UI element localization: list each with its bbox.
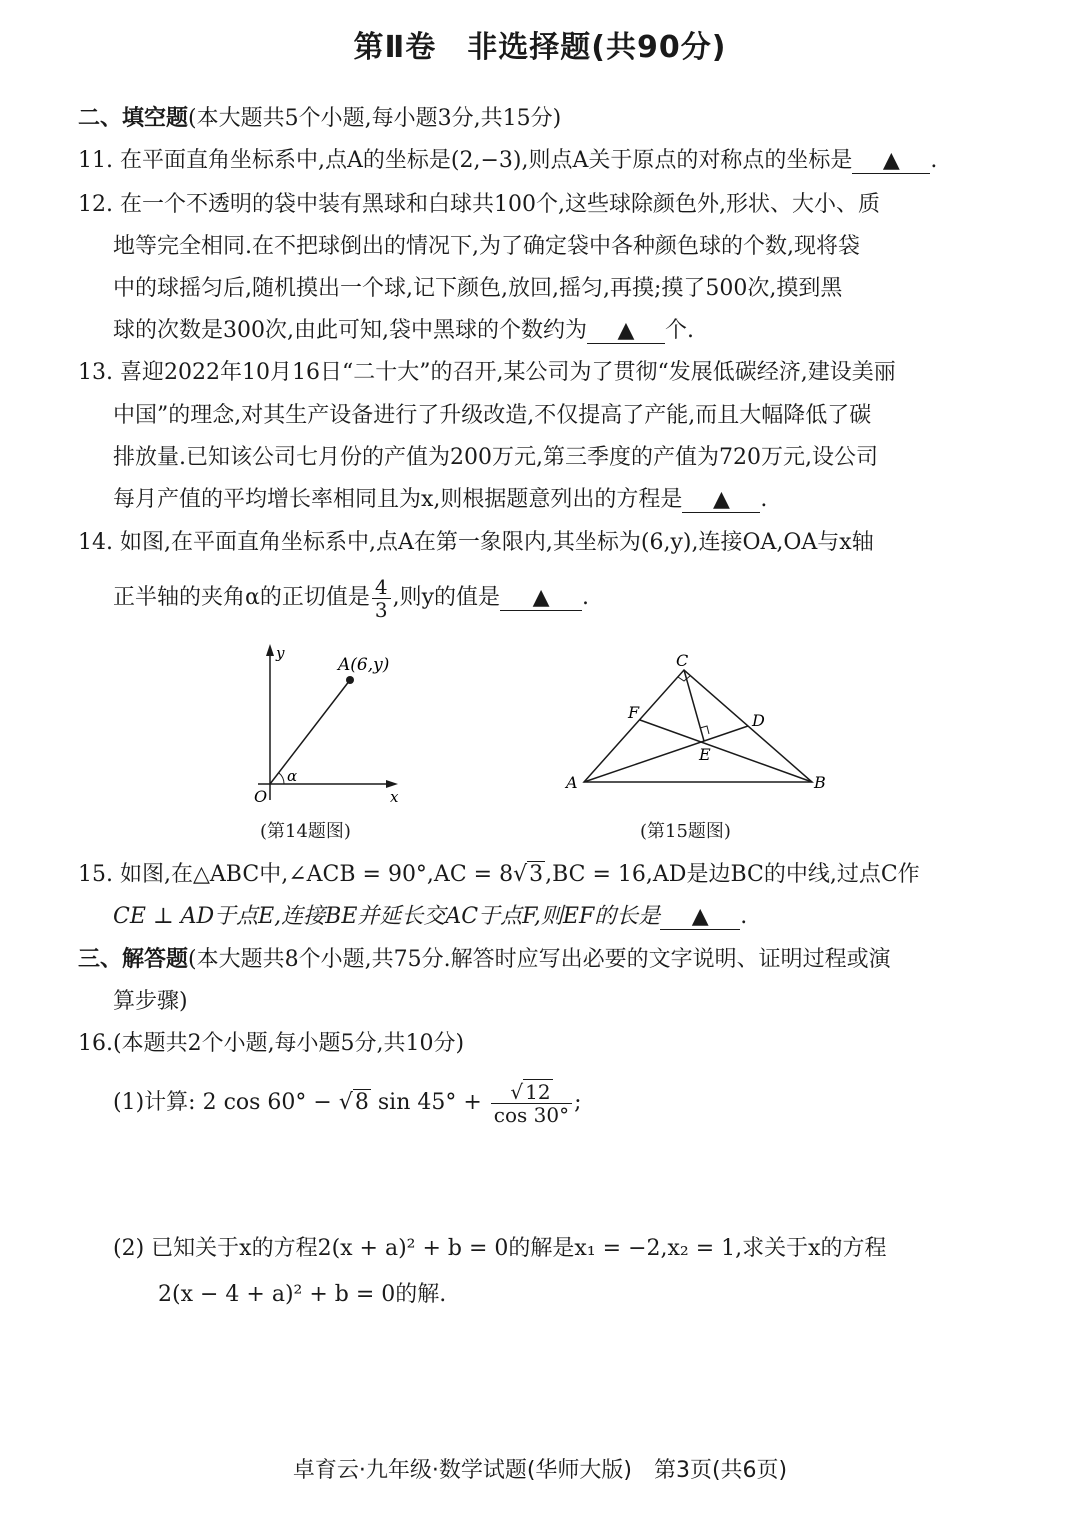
- radicand: 8: [354, 1090, 369, 1115]
- triangle-abc: [584, 670, 812, 782]
- fraction-numerator: 4: [372, 576, 391, 599]
- answer-blank: ▲: [587, 319, 665, 344]
- answer-blank: ▲: [852, 149, 930, 174]
- question-number: 13.: [78, 360, 113, 385]
- punct: .: [930, 148, 938, 173]
- section-3-desc-line-2: 算步骤): [113, 989, 188, 1014]
- question-15: [78, 860, 920, 890]
- question-13-line-4: [113, 485, 767, 515]
- section-3-label: 三、解答题: [78, 947, 189, 972]
- question-14-line-2: [113, 570, 589, 626]
- punct: ;: [574, 1090, 582, 1115]
- section-3-desc: (本大题共8个小题,共75分.解答时应写出必要的文字说明、证明过程或演: [188, 947, 891, 972]
- point-a: [346, 676, 354, 684]
- question-text-line: 在一个不透明的袋中装有黑球和白球共100个,这些球除颜色外,形状、大小、质: [120, 192, 880, 217]
- question-13: [78, 358, 896, 388]
- question-number: 12.: [78, 192, 113, 217]
- question-text-line: 正半轴的夹角α的正切值是: [113, 585, 370, 610]
- fraction-sqrt12-cos30: [491, 1081, 572, 1126]
- part-label: (1)计算:: [113, 1090, 196, 1115]
- question-number: 14.: [78, 530, 113, 555]
- question-11: [78, 146, 937, 176]
- section-2-desc: (本大题共5个小题,每小题3分,共15分): [188, 106, 562, 131]
- label-a: A: [566, 773, 578, 792]
- question-number: 11.: [78, 148, 113, 173]
- label-a: A(6,y): [338, 655, 390, 675]
- question-16-part-1: [113, 1074, 582, 1132]
- punct: .: [760, 487, 768, 512]
- segment-bf: [640, 720, 812, 782]
- question-text-line: 喜迎2022年10月16日“二十大”的召开,某公司为了贯彻“发展低碳经济,建设美丽: [120, 360, 896, 385]
- question-16-heading: 16.(本题共2个小题,每小题5分,共10分): [78, 1031, 465, 1056]
- segment-oa: [270, 680, 350, 784]
- question-16-part-2-line-2: 2(x − 4 + a)² + b = 0的解.: [158, 1282, 447, 1307]
- question-15-line-2: [113, 902, 747, 932]
- question-text-line: CE ⊥ AD于点E,连接BE并延长交AC于点F,则EF的长是: [113, 904, 661, 929]
- fraction-4-3: [372, 576, 391, 621]
- punct: .: [740, 904, 748, 929]
- question-12-line-3: 中的球摇匀后,随机摸出一个球,记下颜色,放回,摇匀,再摸;摸了500次,摸到黑: [113, 276, 843, 301]
- question-12-line-2: 地等完全相同.在不把球倒出的情况下,为了确定袋中各种颜色球的个数,现将袋: [113, 234, 860, 259]
- label-alpha: α: [287, 767, 298, 785]
- y-axis-arrow: [266, 644, 274, 656]
- expr-b: sin 45° +: [377, 1090, 482, 1115]
- answer-blank: ▲: [660, 905, 740, 930]
- label-c: C: [676, 651, 689, 670]
- question-16-part-2: [113, 1234, 887, 1264]
- question-text: 在平面直角坐标系中,点A的坐标是(2,−3),则点A关于原点的对称点的坐标是: [120, 148, 853, 173]
- label-e: E: [699, 745, 711, 764]
- question-text-line: 如图,在△ABC中,∠ACB = 90°,AC = 8: [120, 862, 514, 887]
- label-d: D: [752, 711, 765, 730]
- question-13-line-2: 中国”的理念,对其生产设备进行了升级改造,不仅提高了产能,而且大幅降低了碳: [113, 403, 872, 428]
- figure-14-caption: (第14题图): [260, 821, 351, 842]
- page-title: 第Ⅱ卷 非选择题(共90分): [353, 30, 727, 65]
- sqrt-8: √8: [338, 1090, 369, 1115]
- section-2-label: 二、填空题: [78, 106, 189, 131]
- answer-blank: ▲: [682, 488, 760, 513]
- fraction-denominator: cos 30°: [493, 1102, 570, 1127]
- segment-ce: [684, 670, 704, 741]
- question-14: [78, 528, 874, 558]
- label-x: x: [390, 788, 399, 806]
- label-y: y: [276, 644, 285, 662]
- figure-14: [240, 640, 420, 815]
- section-3-heading: [78, 945, 891, 975]
- question-12: [78, 190, 880, 220]
- figure-15: [560, 648, 840, 798]
- question-text-line: 球的次数是300次,由此可知,袋中黑球的个数约为: [113, 318, 587, 343]
- label-f: F: [628, 703, 640, 722]
- question-text-line: 已知关于x的方程2(x + a)² + b = 0的解是x₁ = −2,x₂ = 1,求关于x的方程: [151, 1236, 887, 1261]
- figure-15-caption: (第15题图): [640, 821, 731, 842]
- fraction-denominator: 3: [374, 597, 388, 622]
- x-axis-arrow: [386, 780, 398, 788]
- question-text-line: 每月产值的平均增长率相同且为x,则根据题意列出的方程是: [113, 487, 683, 512]
- radicand: 12: [525, 1079, 551, 1104]
- answer-blank: ▲: [500, 586, 582, 611]
- section-2-heading: [78, 104, 561, 134]
- label-b: B: [814, 773, 826, 792]
- question-text-line: ,则y的值是: [392, 585, 501, 610]
- page-footer: 卓育云·九年级·数学试题(华师大版) 第3页(共6页): [292, 1458, 788, 1483]
- right-angle-c: [678, 676, 690, 681]
- punct: 个.: [664, 318, 694, 343]
- part-label: (2): [113, 1236, 145, 1261]
- question-13-line-3: 排放量.已知该公司七月份的产值为200万元,第三季度的产值为720万元,设公司: [113, 445, 878, 470]
- question-text-line: 如图,在平面直角坐标系中,点A在第一象限内,其坐标为(6,y),连接OA,OA与x轴: [120, 530, 874, 555]
- question-12-line-4: [113, 316, 694, 346]
- punct: .: [582, 585, 590, 610]
- expr-a: 2 cos 60° −: [202, 1090, 332, 1115]
- angle-alpha-arc: [279, 773, 284, 784]
- fraction-numerator: √ 12: [491, 1081, 572, 1104]
- radicand: 3: [529, 862, 544, 887]
- sqrt-3: √3: [513, 862, 544, 887]
- question-number: 15.: [78, 862, 113, 887]
- question-text-line: ,BC = 16,AD是边BC的中线,过点C作: [545, 862, 920, 887]
- label-o: O: [254, 787, 268, 806]
